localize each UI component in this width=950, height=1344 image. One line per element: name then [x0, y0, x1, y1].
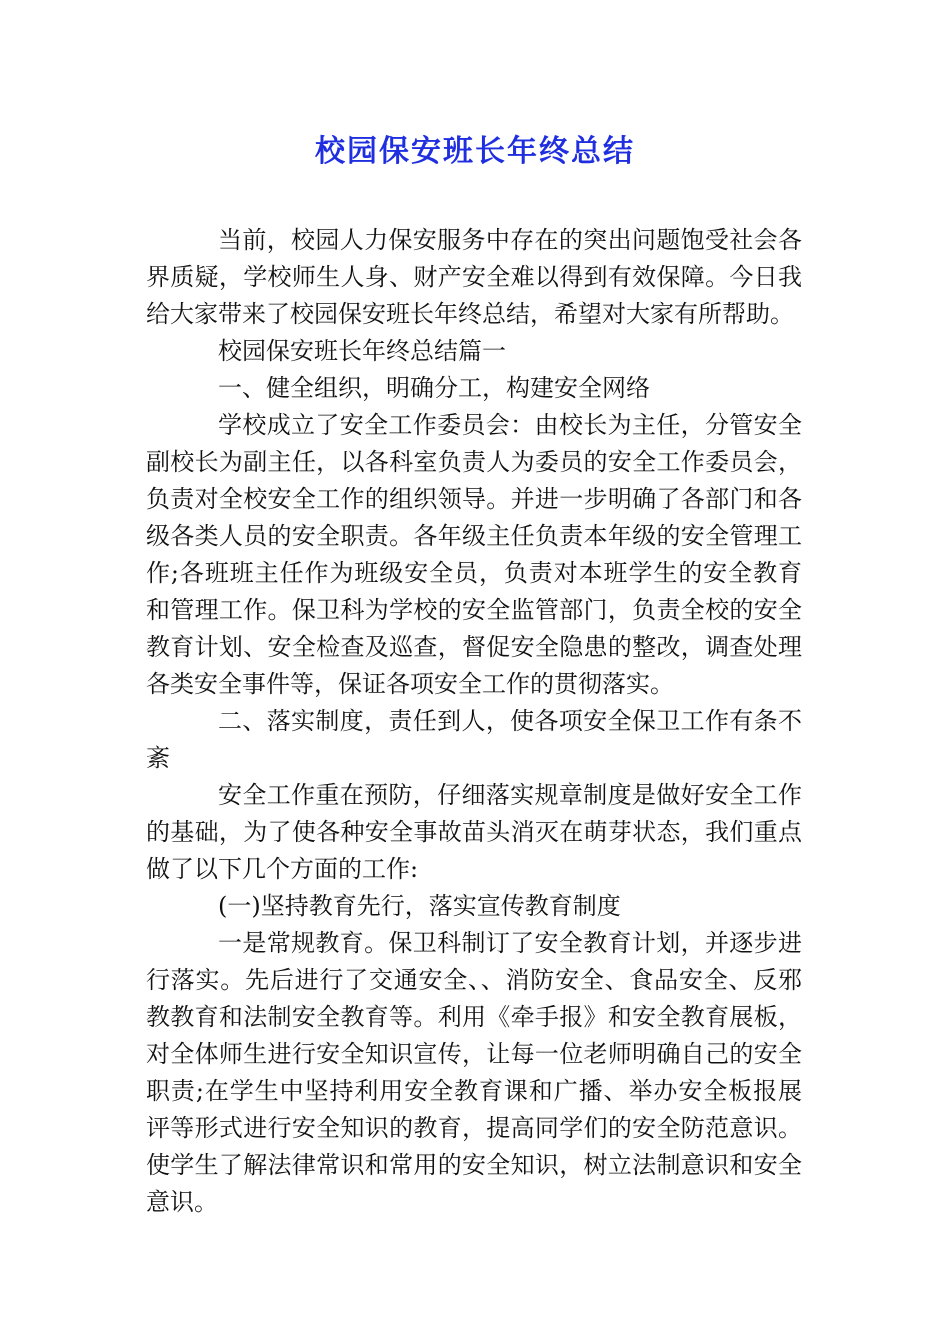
section-heading-2: 二、落实制度，责任到人，使各项安全保卫工作有条不紊 [146, 707, 802, 772]
paragraph-organization: 学校成立了安全工作委员会：由校长为主任，分管安全副校长为副主任，以各科室负责人为委员的安全工作委员会，负责对全校安全工作的组织领导。并进一步明确了各部门和各级各类人员的安全职责。各年级主任负责本年级的安全管理工作;各班班主任作为班级安全员，负责对本班学生的安全教育和管理工作。保卫科为学校的安全监管部门，负责全校的安全教育计划、安全检查及巡查，督促安全隐患的整改，调查处理各类安全事件等，保证各项安全工作的贯彻落实。 [146, 411, 802, 698]
document-body [146, 222, 802, 1221]
subsection-heading-1: (一)坚持教育先行，落实宣传教育制度 [218, 892, 621, 920]
paragraph-education: 一是常规教育。保卫科制订了安全教育计划，并逐步进行落实。先后进行了交通安全、、消防安全、食品安全、反邪教教育和法制安全教育等。利用《牵手报》和安全教育展板，对全体师生进行安全知识宣传，让每一位老师明确自己的安全职责;在学生中坚持利用安全教育课和广播、举办安全板报展评等形式进行安全知识的教育，提高同学们的安全防范意识。使学生了解法律常识和常用的安全知识，树立法制意识和安全意识。 [146, 929, 802, 1216]
section-heading-part-one: 校园保安班长年终总结篇一 [218, 337, 506, 365]
paragraph-prevention: 安全工作重在预防，仔细落实规章制度是做好安全工作的基础，为了使各种安全事故苗头消灭在萌芽状态，我们重点做了以下几个方面的工作: [146, 781, 802, 883]
paragraph-intro: 当前，校园人力保安服务中存在的突出问题饱受社会各界质疑，学校师生人身、财产安全难以得到有效保障。今日我给大家带来了校园保安班长年终总结，希望对大家有所帮助。 [146, 226, 802, 328]
document-title: 校园保安班长年终总结 [315, 134, 635, 169]
section-heading-1: 一、健全组织，明确分工，构建安全网络 [218, 374, 650, 402]
